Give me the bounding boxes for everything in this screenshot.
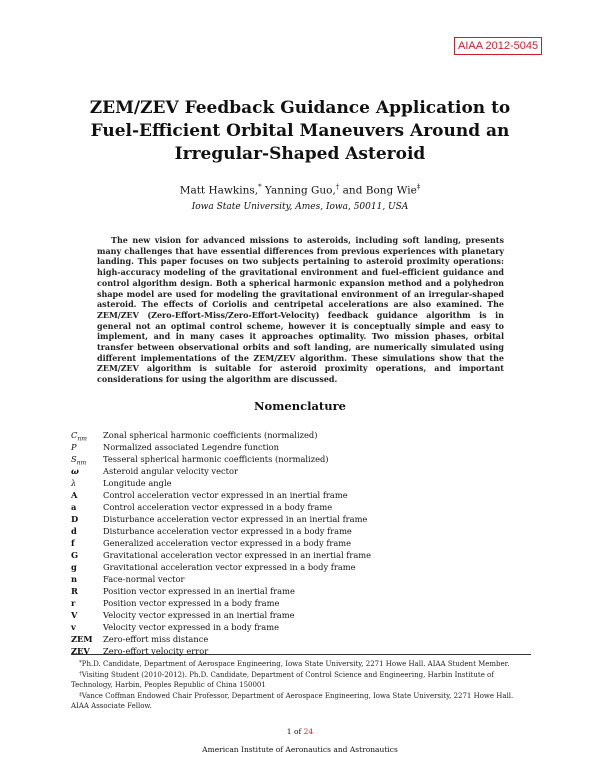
paper-title: [80, 97, 520, 166]
nomenclature-symbol: ZEV: [71, 646, 90, 656]
title-line: Irregular-Shaped Asteroid: [174, 144, 426, 164]
nomenclature-symbol: D: [71, 514, 79, 524]
nomenclature-row: [71, 609, 501, 621]
nomenclature-symbol: R: [71, 586, 78, 596]
nomenclature-list: [71, 429, 501, 657]
nomenclature-description: Control acceleration vector expressed in an inertial frame: [103, 490, 348, 500]
affiliation: Iowa State University, Ames, Iowa, 50011, USA: [191, 202, 409, 212]
nomenclature-description: Zero-effort miss distance: [103, 634, 209, 644]
footnote-text: Visiting Student (2010-2012). Ph.D. Candidate, Department of Control Science and Engineering, Harbin Institute of Technology, Harbin, Peoples Republic of China 150001: [71, 671, 494, 689]
nomenclature-row: [71, 489, 501, 501]
nomenclature-description: Normalized associated Legendre function: [103, 442, 280, 452]
footnote-marker: *: [258, 183, 262, 191]
nomenclature-row: [71, 561, 501, 573]
nomenclature-row: [71, 525, 501, 537]
footnote-marker: †: [335, 183, 340, 191]
nomenclature-description: Zero-effort velocity error: [103, 646, 209, 656]
nomenclature-row: [71, 633, 501, 645]
nomenclature-symbol: $C_{nm}$: [71, 430, 87, 443]
footnote-marker: †: [79, 671, 82, 677]
footnote-marker: ‡: [79, 692, 82, 698]
nomenclature-symbol: v: [71, 622, 76, 632]
page-separator: of: [291, 727, 304, 736]
nomenclature-row: [71, 429, 501, 441]
nomenclature-symbol: A: [71, 490, 78, 500]
nomenclature-description: Velocity vector expressed in an inertial frame: [103, 610, 295, 620]
nomenclature-row: [71, 453, 501, 465]
footnotes: [71, 654, 531, 711]
footnote-marker: ‡: [416, 183, 421, 191]
nomenclature-row: [71, 513, 501, 525]
footnote: [71, 658, 531, 669]
nomenclature-description: Gravitational acceleration vector expressed in an inertial frame: [103, 550, 372, 560]
nomenclature-row: [71, 477, 501, 489]
nomenclature-symbol: a: [71, 502, 77, 512]
nomenclature-description: Control acceleration vector expressed in a body frame: [103, 502, 333, 512]
author-name: Yanning Guo,: [261, 184, 336, 197]
nomenclature-row: [71, 549, 501, 561]
author-name: Matt Hawkins,: [179, 184, 259, 197]
nomenclature-symbol: ω: [71, 466, 79, 476]
paper-id-badge[interactable]: AIAA 2012-5045: [454, 37, 542, 55]
footnote: [71, 690, 531, 711]
nomenclature-row: [71, 573, 501, 585]
title-line: Fuel-Efficient Orbital Maneuvers Around an: [90, 121, 510, 141]
footnote-text: Vance Coffman Endowed Chair Professor, Department of Aerospace Engineering, Iowa State University, 2271 Howe Hall. AIAA Associate Fellow.: [71, 692, 514, 710]
nomenclature-row: [71, 621, 501, 633]
abstract: The new vision for advanced missions to asteroids, including soft landing, presents many challenges that have essential differences from previous experiences with planetary landing. This paper focuses on two subjects pertaining to asteroid proximity operations: high-accuracy modeling of the gravitational environment and fuel-efficient guidance and control algorithm design. Both a spherical harmonic expansion method and a polyhedron shape model are used for modeling the gravitational environment of an irregular-shaped asteroid. The effects of Coriolis and centripetal accelerations are also examined. The ZEM/ZEV (Zero-Effort-Miss/Zero-Effort-Velocity) feedback guidance algorithm is in general not an optimal control scheme, however it is conceptually simple and easy to implement, and in many cases it approaches optimality. Two mission phases, orbital transfer between observational orbits and soft landing, are numerically simulated using different implementations of the ZEM/ZEV algorithm. These simulations show that the ZEM/ZEV algorithm is suitable for asteroid proximity operations, and important considerations for using the algorithm are discussed.: [97, 235, 504, 385]
nomenclature-heading: Nomenclature: [254, 399, 346, 413]
nomenclature-row: [71, 465, 501, 477]
nomenclature-symbol: f: [71, 538, 75, 548]
nomenclature-description: Velocity vector expressed in a body frame: [103, 622, 279, 632]
page-number: [0, 727, 600, 736]
nomenclature-description: Generalized acceleration vector expressed in a body frame: [103, 538, 352, 548]
nomenclature-symbol: d: [71, 526, 77, 536]
current-page: 1: [286, 727, 292, 736]
nomenclature-row: [71, 501, 501, 513]
nomenclature-row: [71, 441, 501, 453]
nomenclature-description: Gravitational acceleration vector expressed in a body frame: [103, 562, 356, 572]
title-line: ZEM/ZEV Feedback Guidance Application to: [89, 98, 511, 118]
nomenclature-description: Longitude angle: [103, 478, 172, 488]
nomenclature-symbol: ZEM: [71, 634, 93, 644]
footnote-text: Ph.D. Candidate, Department of Aerospace Engineering, Iowa State University, 2271 Howe Hall. AIAA Student Member.: [81, 660, 510, 668]
nomenclature-symbol: g: [71, 562, 77, 572]
nomenclature-description: Disturbance acceleration vector expressed in a body frame: [103, 526, 352, 536]
nomenclature-description: Face-normal vector: [103, 574, 185, 584]
author-name: and Bong Wie: [339, 184, 417, 197]
nomenclature-symbol: $S_{nm}$: [71, 454, 87, 467]
nomenclature-description: Position vector expressed in an inertial frame: [103, 586, 295, 596]
page-footer: American Institute of Aeronautics and Astronautics: [202, 745, 398, 754]
nomenclature-row: [71, 597, 501, 609]
total-pages-link[interactable]: 24: [303, 727, 314, 736]
nomenclature-symbol: G: [71, 550, 79, 560]
nomenclature-description: Asteroid angular velocity vector: [103, 466, 238, 476]
nomenclature-symbol: P: [71, 442, 77, 452]
footnote: [71, 669, 531, 690]
nomenclature-description: Disturbance acceleration vector expressed in an inertial frame: [103, 514, 368, 524]
nomenclature-symbol: r: [71, 598, 76, 608]
footnote-marker: *: [79, 660, 82, 666]
nomenclature-description: Zonal spherical harmonic coefficients (normalized): [103, 430, 318, 440]
author-list: [0, 183, 600, 197]
nomenclature-description: Position vector expressed in a body frame: [103, 598, 280, 608]
nomenclature-row: [71, 585, 501, 597]
nomenclature-description: Tesseral spherical harmonic coefficients (normalized): [103, 454, 329, 464]
nomenclature-row: [71, 537, 501, 549]
nomenclature-symbol: n: [71, 574, 78, 584]
nomenclature-symbol: λ: [71, 478, 77, 488]
nomenclature-symbol: V: [71, 610, 78, 620]
